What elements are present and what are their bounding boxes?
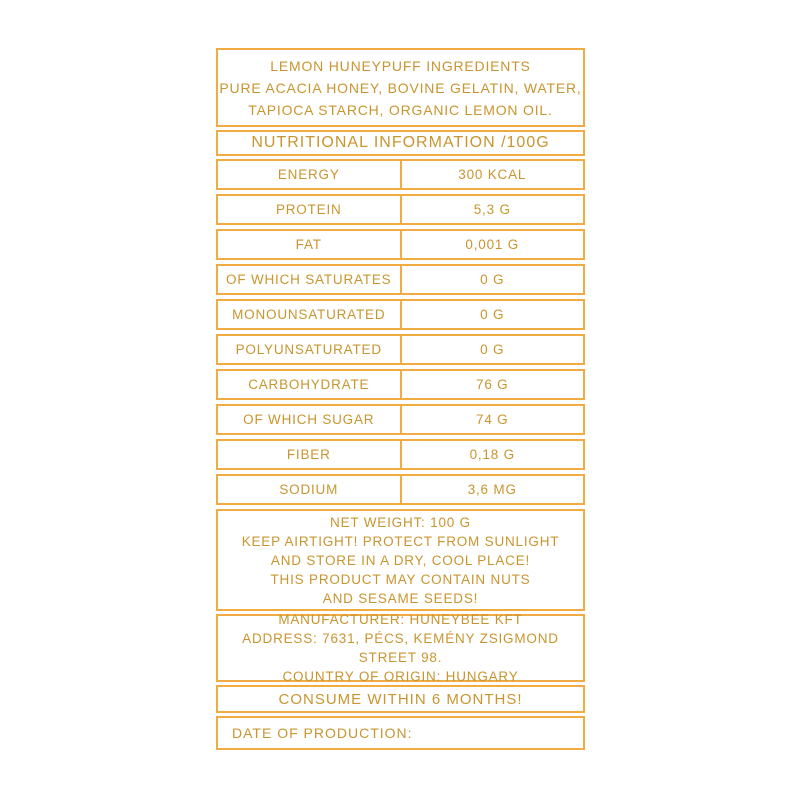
date-of-production-section bbox=[216, 716, 585, 750]
nutrient-value-cell: 0,001 G bbox=[465, 237, 520, 252]
nutrient-name-cell: PROTEIN bbox=[218, 196, 402, 223]
manufacturer-line: MANUFACTURER: HUNEYBEE KFT bbox=[278, 612, 523, 627]
nutrition-row-carbohydrate bbox=[216, 369, 585, 400]
allergen-line: AND SESAME SEEDS! bbox=[322, 590, 479, 606]
nutrition-row-saturates bbox=[216, 264, 585, 295]
nutrient-value-cell: 0,18 G bbox=[469, 447, 515, 462]
nutrient-value-cell: 3,6 MG bbox=[467, 482, 517, 497]
nutrition-row-sodium bbox=[216, 474, 585, 505]
storage-section bbox=[216, 509, 585, 611]
nutrient-value-cell: 5,3 G bbox=[473, 202, 511, 217]
nutrient-name-cell: ENERGY bbox=[218, 161, 402, 188]
date-of-production-text: DATE OF PRODUCTION: bbox=[232, 725, 413, 741]
nutrient-value-cell: 76 G bbox=[476, 377, 509, 392]
nutrition-header-text: NUTRITIONAL INFORMATION /100G bbox=[251, 134, 550, 151]
manufacturer-section bbox=[216, 614, 585, 682]
nutrient-name-cell: MONOUNSATURATED bbox=[218, 301, 402, 328]
nutrient-name-cell: SODIUM bbox=[218, 476, 402, 503]
nutrition-row-polyunsaturated bbox=[216, 334, 585, 365]
ingredients-line: TAPIOCA STARCH, ORGANIC LEMON OIL. bbox=[248, 101, 553, 118]
allergen-line: THIS PRODUCT MAY CONTAIN NUTS bbox=[270, 571, 531, 587]
ingredients-section bbox=[216, 48, 585, 127]
nutrition-row-fiber bbox=[216, 439, 585, 470]
net-weight-text: NET WEIGHT: 100 G bbox=[330, 514, 471, 530]
nutrition-header bbox=[216, 130, 585, 156]
nutrient-value-cell: 0 G bbox=[480, 307, 505, 322]
nutrient-value-cell: 74 G bbox=[476, 412, 509, 427]
storage-line: KEEP AIRTIGHT! PROTECT FROM SUNLIGHT bbox=[241, 533, 560, 549]
ingredients-title: LEMON HUNEYPUFF INGREDIENTS bbox=[270, 57, 531, 74]
consume-section bbox=[216, 685, 585, 713]
nutrient-value-cell: 300 KCAL bbox=[458, 167, 527, 182]
nutrition-row-energy bbox=[216, 159, 585, 190]
product-label bbox=[216, 48, 585, 753]
nutrition-table bbox=[216, 159, 585, 505]
address-line: ADDRESS: 7631, PÉCS, KEMÉNY ZSIGMOND STREET 98. bbox=[242, 631, 559, 665]
nutrient-name-cell: OF WHICH SUGAR bbox=[218, 406, 402, 433]
nutrient-name-cell: FIBER bbox=[218, 441, 402, 468]
nutrition-row-protein bbox=[216, 194, 585, 225]
nutrition-row-fat bbox=[216, 229, 585, 260]
nutrient-value-cell: 0 G bbox=[480, 342, 505, 357]
nutrient-name-cell: CARBOHYDRATE bbox=[218, 371, 402, 398]
storage-line: AND STORE IN A DRY, COOL PLACE! bbox=[270, 552, 531, 568]
nutrient-name-cell: FAT bbox=[218, 231, 402, 258]
nutrient-value-cell: 0 G bbox=[480, 272, 505, 287]
nutrition-row-sugar bbox=[216, 404, 585, 435]
nutrient-name-cell: OF WHICH SATURATES bbox=[218, 266, 402, 293]
nutrient-name-cell: POLYUNSATURATED bbox=[218, 336, 402, 363]
consume-text: CONSUME WITHIN 6 MONTHS! bbox=[278, 690, 523, 708]
nutrition-row-monounsaturated bbox=[216, 299, 585, 330]
ingredients-line: PURE ACACIA HONEY, BOVINE GELATIN, WATER, bbox=[219, 79, 582, 96]
origin-line: COUNTRY OF ORIGIN: HUNGARY bbox=[282, 669, 519, 684]
